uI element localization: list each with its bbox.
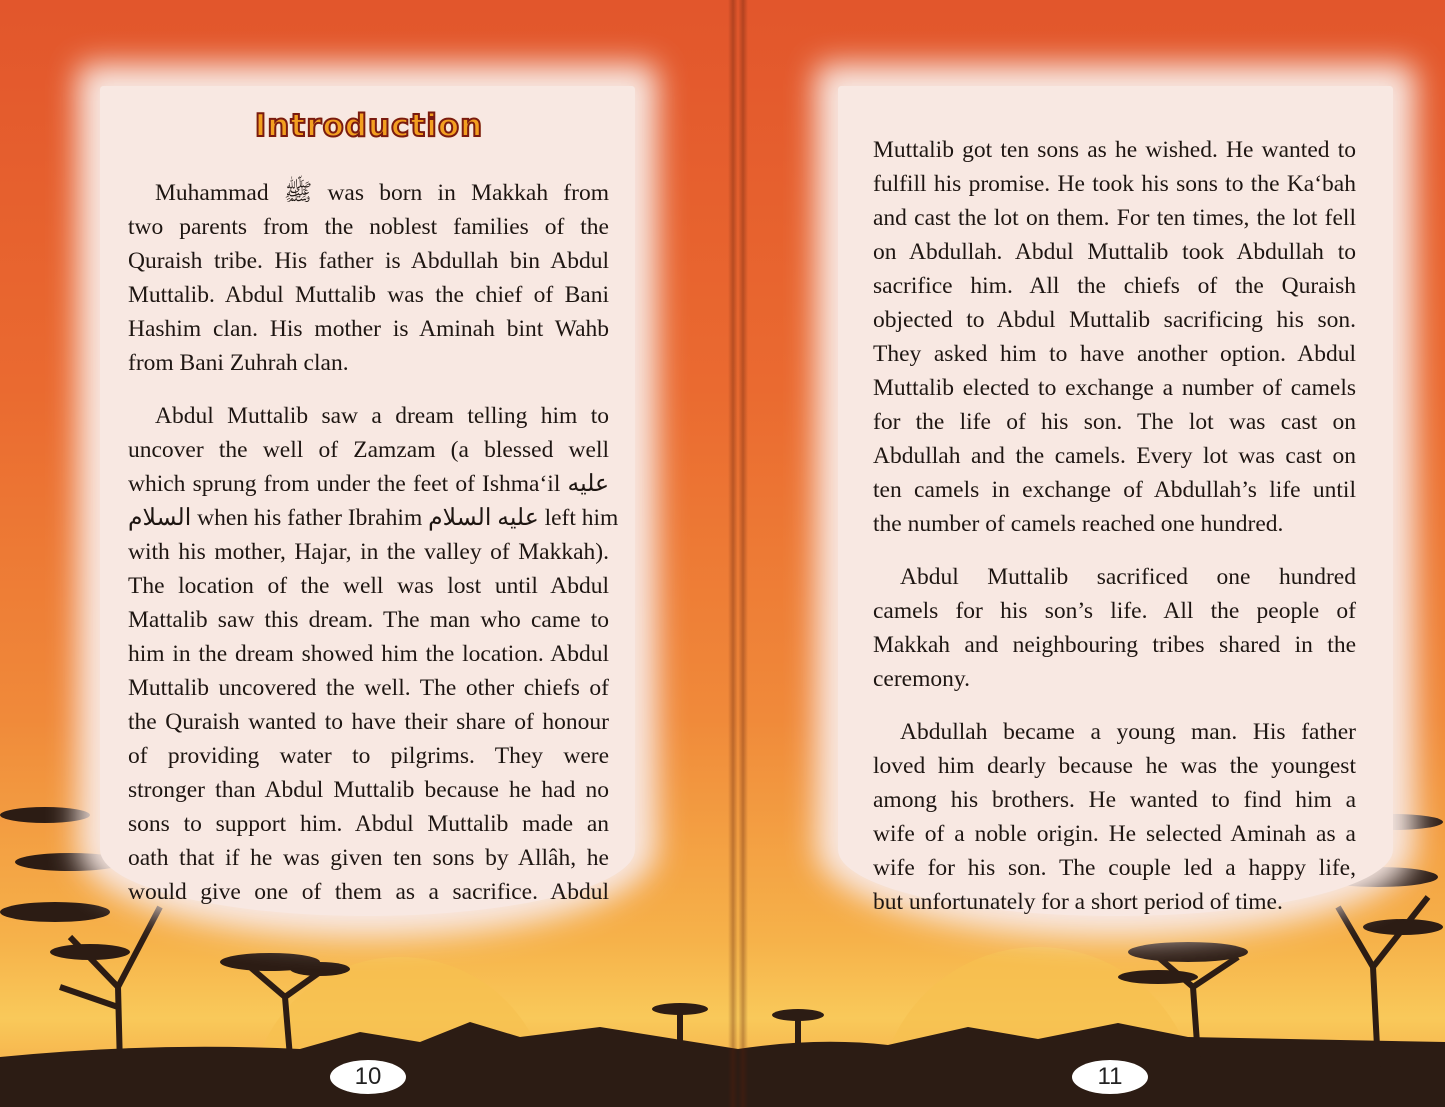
text-line: They asked him to have another option. Abdul <box>873 341 1356 367</box>
text-line: السلام when his father Ibrahim عليه السلام left him <box>128 505 619 531</box>
text-line: loved him dearly because he was the youngest <box>873 753 1356 779</box>
paragraph <box>128 399 619 909</box>
paragraph <box>873 560 1356 696</box>
text-line: him in the dream showed him the location. Abdul <box>128 641 609 667</box>
body-text <box>873 133 1356 938</box>
text-line: ten camels in exchange of Abdullah’s life until <box>873 477 1356 503</box>
text-line: The location of the well was lost until Abdul <box>128 573 609 599</box>
chapter-title: Introduction <box>254 108 484 144</box>
text-line: of providing water to pilgrims. They were <box>128 743 609 769</box>
body-text <box>128 176 619 928</box>
text-line: sons to support him. Abdul Muttalib made an <box>128 811 609 837</box>
text-line: Muttalib uncovered the well. The other chiefs of <box>128 675 609 701</box>
right-page <box>738 0 1445 1107</box>
text-line: Mattalib saw this dream. The man who came to <box>128 607 609 633</box>
text-line: Muttalib. Abdul Muttalib was the chief of Bani <box>128 282 609 308</box>
text-line: objected to Abdul Muttalib sacrificing his son. <box>873 307 1356 333</box>
text-line: camels for his son’s life. All the people of <box>873 598 1356 624</box>
text-line: oath that if he was given ten sons by Allâh, he <box>128 845 609 871</box>
text-line: two parents from the noblest families of the <box>128 214 609 240</box>
text-line: ceremony. <box>873 666 970 692</box>
text-line: the Quraish wanted to have their share of honour <box>128 709 609 735</box>
text-line: on Abdullah. Abdul Muttalib took Abdullah to <box>873 239 1356 265</box>
text-line: Hashim clan. His mother is Aminah bint Wahb <box>128 316 609 342</box>
text-line: with his mother, Hajar, in the valley of Makkah). <box>128 539 609 565</box>
page-gutter <box>728 0 738 1107</box>
page-number: 10 <box>330 1060 406 1094</box>
text-line: Muttalib got ten sons as he wished. He wanted to <box>873 137 1356 163</box>
text-line: Abdullah became a young man. His father <box>900 719 1356 745</box>
text-line: fulfill his promise. He took his sons to the Ka‘bah <box>873 171 1356 197</box>
paragraph <box>873 133 1356 541</box>
text-line: but unfortunately for a short period of time. <box>873 889 1283 915</box>
text-line: from Bani Zuhrah clan. <box>128 350 349 376</box>
text-line: which sprung from under the feet of Ishma‘il عليه <box>128 471 609 497</box>
text-line: Muttalib elected to exchange a number of camels <box>873 375 1356 401</box>
text-line: Abdullah and the camels. Every lot was cast on <box>873 443 1356 469</box>
text-line: Makkah and neighbouring tribes shared in the <box>873 632 1356 658</box>
page-number: 11 <box>1072 1060 1148 1094</box>
text-line: stronger than Abdul Muttalib because he had no <box>128 777 609 803</box>
text-line: sacrifice him. All the chiefs of the Quraish <box>873 273 1356 299</box>
text-line: and cast the lot on them. For ten times, the lot fell <box>873 205 1356 231</box>
text-line: Muhammad ﷺ was born in Makkah from <box>155 180 609 206</box>
page-gutter <box>738 0 748 1107</box>
text-line: the number of camels reached one hundred. <box>873 511 1284 537</box>
text-line: Abdul Muttalib sacrificed one hundred <box>900 564 1356 590</box>
paragraph <box>128 176 609 380</box>
text-line: wife for his son. The couple led a happy life, <box>873 855 1356 881</box>
paragraph <box>873 715 1356 919</box>
text-line: wife of a noble origin. He selected Aminah as a <box>873 821 1356 847</box>
text-line: Abdul Muttalib saw a dream telling him to <box>155 403 609 429</box>
text-line: would give one of them as a sacrifice. Abdul <box>128 879 609 905</box>
text-line: among his brothers. He wanted to find him a <box>873 787 1356 813</box>
text-line: Quraish tribe. His father is Abdullah bin Abdul <box>128 248 609 274</box>
text-line: uncover the well of Zamzam (a blessed well <box>128 437 609 463</box>
text-line: for the life of his son. The lot was cast on <box>873 409 1356 435</box>
